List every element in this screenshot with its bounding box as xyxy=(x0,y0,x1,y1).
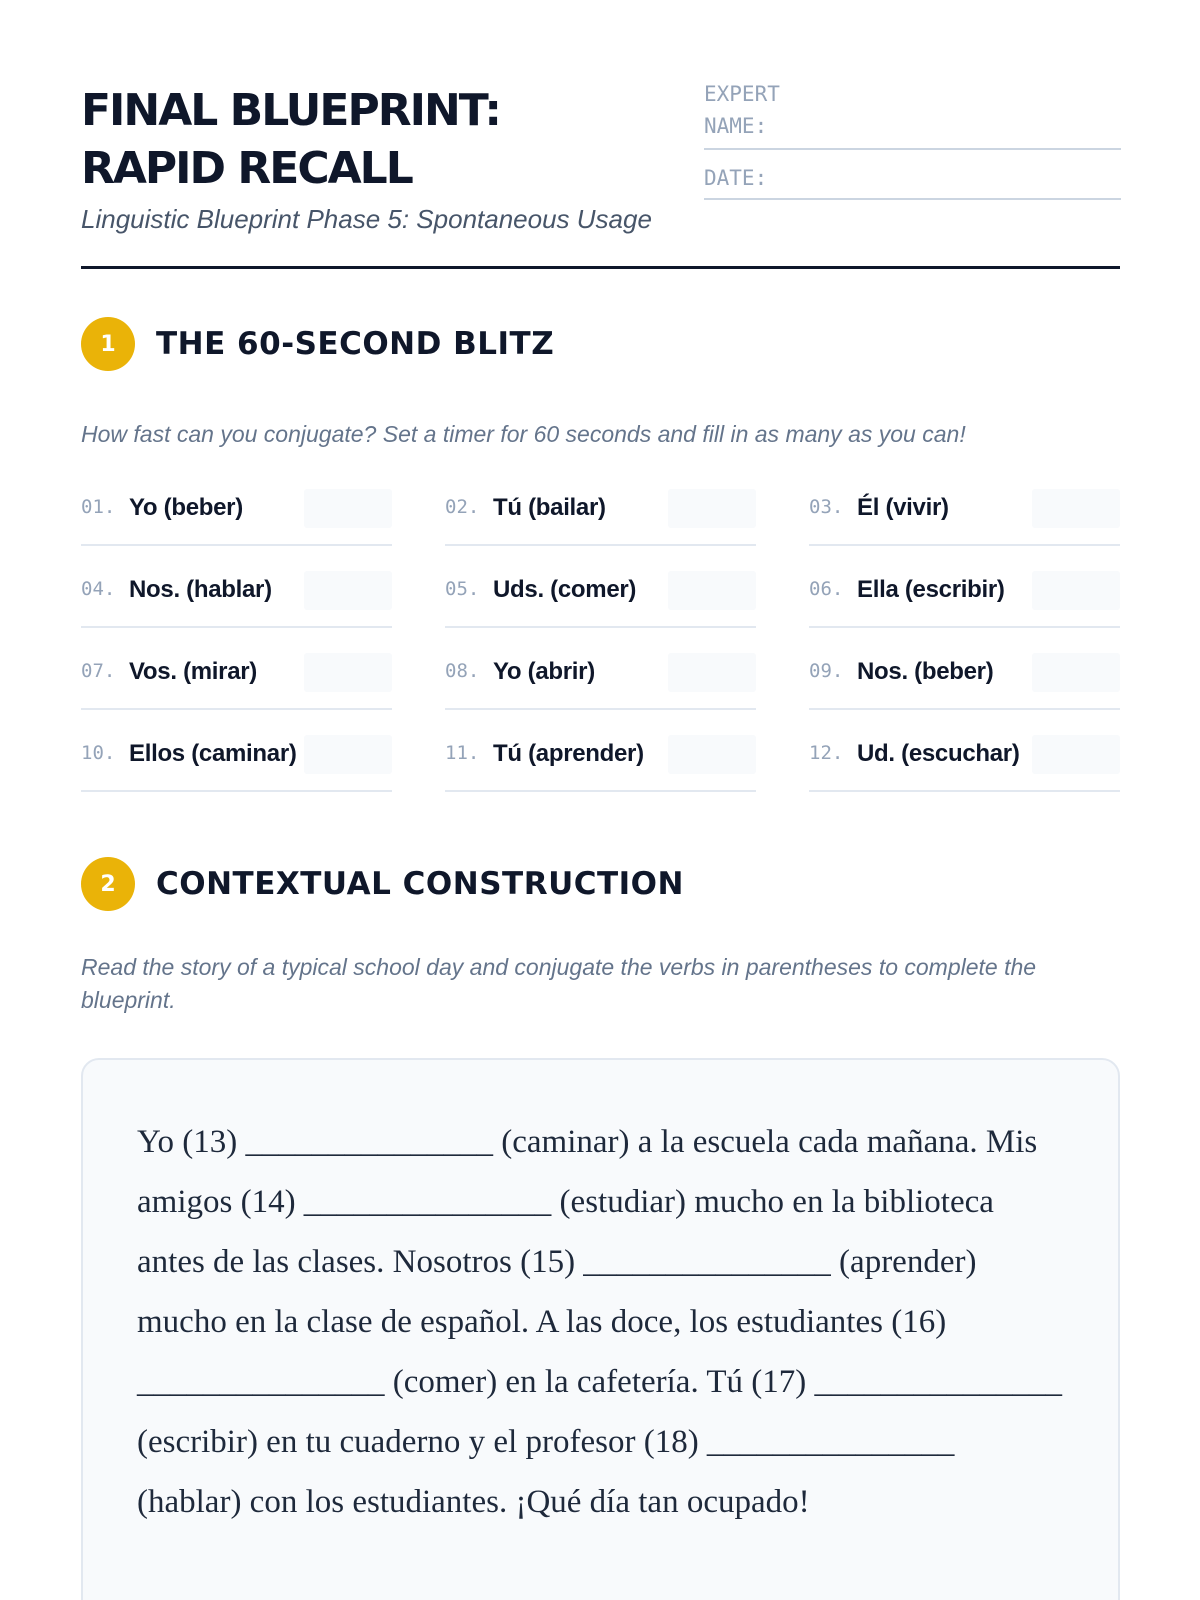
student-info xyxy=(704,78,1121,200)
item-number: 10. xyxy=(81,742,116,764)
item-prompt: Nos. (hablar) xyxy=(129,576,272,603)
title-line-1: FINAL BLUEPRINT: xyxy=(81,85,500,136)
name-label-line-2: NAME: xyxy=(704,114,768,138)
item-prompt: Ud. (escuchar) xyxy=(857,740,1020,767)
section-1-title: THE 60-SECOND BLITZ xyxy=(156,326,555,362)
item-prompt: Nos. (beber) xyxy=(857,658,994,685)
answer-box[interactable] xyxy=(1032,571,1120,610)
item-prompt: Yo (beber) xyxy=(129,494,243,521)
name-label-line-1: EXPERT xyxy=(704,82,780,106)
item-prompt: Tú (bailar) xyxy=(493,494,606,521)
answer-box[interactable] xyxy=(668,571,756,610)
blitz-item xyxy=(445,571,756,628)
item-prompt: Ellos (caminar) xyxy=(129,740,297,767)
blitz-item xyxy=(809,653,1120,710)
section-2-title: CONTEXTUAL CONSTRUCTION xyxy=(156,866,684,902)
item-number: 04. xyxy=(81,578,116,600)
answer-box[interactable] xyxy=(668,489,756,528)
item-number: 03. xyxy=(809,496,844,518)
header-divider xyxy=(81,266,1120,269)
blitz-item xyxy=(809,571,1120,628)
blitz-item xyxy=(445,653,756,710)
blitz-item xyxy=(445,735,756,792)
item-prompt: Él (vivir) xyxy=(857,494,949,521)
blitz-item xyxy=(445,489,756,546)
item-prompt: Vos. (mirar) xyxy=(129,658,257,685)
story-box xyxy=(81,1058,1120,1600)
item-number: 12. xyxy=(809,742,844,764)
item-number: 02. xyxy=(445,496,480,518)
blitz-item xyxy=(809,489,1120,546)
answer-box[interactable] xyxy=(1032,489,1120,528)
item-number: 08. xyxy=(445,660,480,682)
section-1-instructions: How fast can you conjugate? Set a timer for 60 seconds and fill in as many as you can! xyxy=(81,421,966,447)
blitz-item xyxy=(809,735,1120,792)
item-prompt: Yo (abrir) xyxy=(493,658,595,685)
answer-box[interactable] xyxy=(304,653,392,692)
story-text: Yo (13) _______________ (caminar) a la escuela cada mañana. Mis amigos (14) _______________ (estudiar) mucho en la biblioteca antes de las clases. Nosotros (15) _______________ (aprender) mucho en la clase de español. A las doce, los estudiantes (16) _______________ (comer) en la cafetería. Tú (17) _______________ (escribir) en tu cuaderno y el profesor (18) _______________ (hablar) con los estudiantes. ¡Qué día tan ocupado! xyxy=(137,1124,1062,1520)
answer-box[interactable] xyxy=(304,489,392,528)
answer-box[interactable] xyxy=(304,571,392,610)
item-number: 09. xyxy=(809,660,844,682)
answer-box[interactable] xyxy=(668,735,756,774)
section-2-instructions: Read the story of a typical school day and conjugate the verbs in parentheses to complete the blueprint. xyxy=(81,954,1037,1013)
answer-box[interactable] xyxy=(1032,735,1120,774)
item-number: 01. xyxy=(81,496,116,518)
item-number: 07. xyxy=(81,660,116,682)
item-number: 11. xyxy=(445,742,480,764)
blitz-item xyxy=(81,571,392,628)
blitz-item xyxy=(81,653,392,710)
name-field[interactable] xyxy=(704,78,1121,150)
item-prompt: Uds. (comer) xyxy=(493,576,637,603)
item-prompt: Tú (aprender) xyxy=(493,740,644,767)
item-prompt: Ella (escribir) xyxy=(857,576,1005,603)
answer-box[interactable] xyxy=(1032,653,1120,692)
date-field[interactable] xyxy=(704,162,1121,200)
blitz-item xyxy=(81,489,392,546)
title-line-2: RAPID RECALL xyxy=(81,143,412,194)
page-subtitle: Linguistic Blueprint Phase 5: Spontaneous Usage xyxy=(81,204,652,234)
section-2-badge: 2 xyxy=(81,857,135,911)
answer-box[interactable] xyxy=(668,653,756,692)
worksheet-header xyxy=(81,0,1119,270)
answer-box[interactable] xyxy=(304,735,392,774)
section-1-badge: 1 xyxy=(81,317,135,371)
item-number: 05. xyxy=(445,578,480,600)
date-label: DATE: xyxy=(704,166,768,190)
page-title xyxy=(81,82,681,198)
section-1-heading xyxy=(81,317,554,371)
item-number: 06. xyxy=(809,578,844,600)
blitz-item xyxy=(81,735,392,792)
section-2-heading xyxy=(81,857,684,911)
